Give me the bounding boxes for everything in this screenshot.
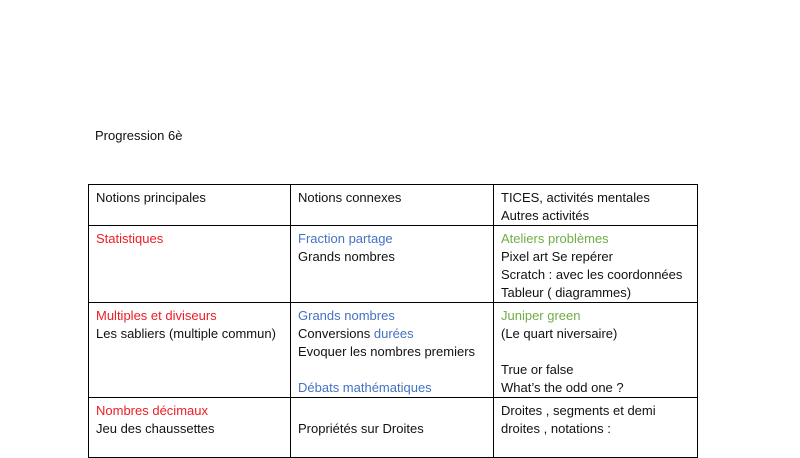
header-label: TICES, activités mentales (501, 190, 650, 205)
header-label: Notions principales (96, 190, 206, 205)
connexe-item (298, 325, 487, 343)
activity-item: droites , notations : (501, 421, 611, 436)
progression-table (88, 184, 698, 458)
activity-item: Pixel art Se repérer (501, 249, 613, 264)
table-header-row (89, 185, 698, 226)
header-label: Notions connexes (298, 190, 402, 205)
notion-title: Nombres décimaux (96, 403, 208, 418)
notion-title: Statistiques (96, 231, 164, 246)
connexe-item: Fraction partage (298, 231, 393, 246)
activity-title: Juniper green (501, 308, 581, 323)
table-row (89, 398, 698, 458)
activity-item: (Le quart niversaire) (501, 326, 618, 341)
table-cell (494, 226, 698, 303)
table-cell (291, 226, 494, 303)
header-cell-activites (494, 185, 698, 226)
connexe-item: Grands nombres (298, 308, 395, 323)
table-cell (89, 226, 291, 303)
table-cell (89, 303, 291, 398)
connexe-item: Evoquer les nombres premiers (298, 344, 476, 359)
connexe-item: Débats mathématiques (298, 380, 432, 395)
header-label: Autres activités (501, 208, 590, 223)
table-cell (494, 398, 698, 458)
activity-title: Ateliers problèmes (501, 231, 609, 246)
activity-item: Tableur ( diagrammes) (501, 285, 632, 300)
connexe-item: Grands nombres (298, 249, 395, 264)
connexe-item: Propriétés sur Droites (298, 421, 424, 436)
activity-item: True or false (501, 362, 574, 377)
table-row (89, 303, 698, 398)
table-cell (494, 303, 698, 398)
table-cell (291, 303, 494, 398)
activity-item: Scratch : avec les coordonnées (501, 267, 683, 282)
activity-item: What’s the odd one ? (501, 380, 624, 395)
header-cell-notions-connexes (291, 185, 494, 226)
notion-item: Les sabliers (multiple commun) (96, 326, 276, 341)
table-cell (291, 398, 494, 458)
blank-line (501, 343, 691, 361)
connexe-item-prefix: Conversions (298, 326, 374, 341)
activity-item: Droites , segments et demi (501, 403, 656, 418)
table-row (89, 226, 698, 303)
header-cell-notions-principales (89, 185, 291, 226)
blank-line (298, 361, 487, 379)
table-cell (89, 398, 291, 458)
connexe-item-highlight: durées (373, 326, 414, 341)
blank-line (298, 402, 487, 420)
notion-title: Multiples et diviseurs (96, 308, 217, 323)
notion-item: Jeu des chaussettes (96, 421, 215, 436)
document-title: Progression 6è (95, 128, 183, 143)
